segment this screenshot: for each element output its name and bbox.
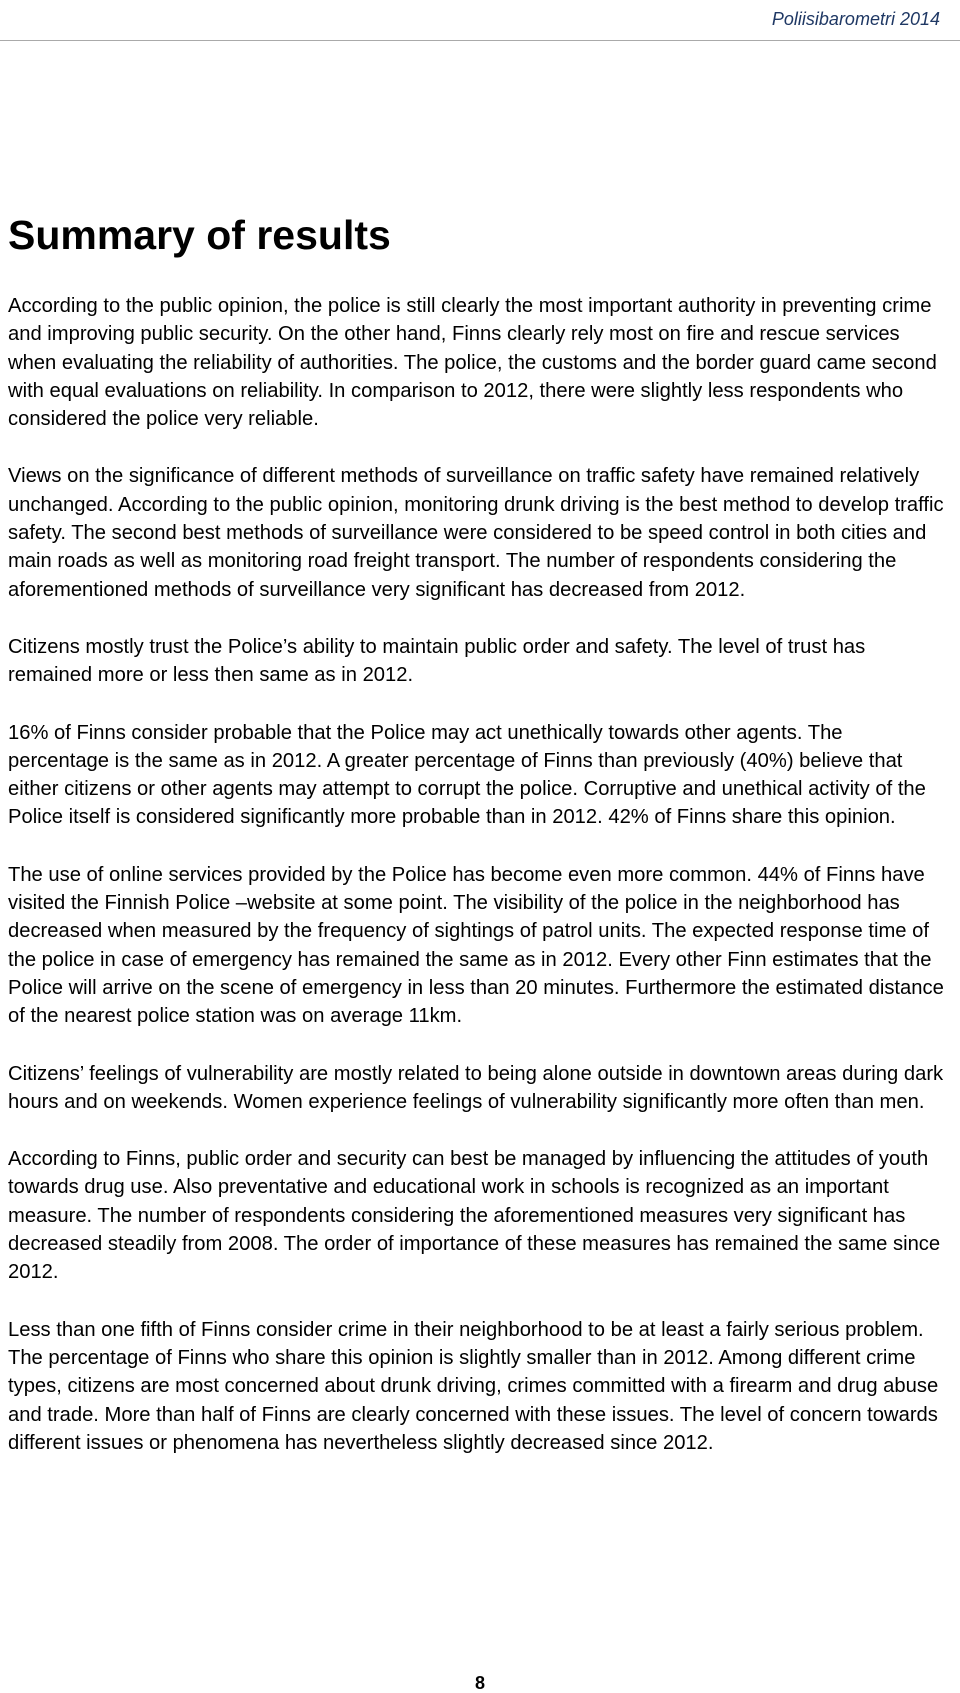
document-body: [8, 292, 946, 1486]
paragraph-public-order-trust: Citizens mostly trust the Police’s ability to maintain public order and safety. The level of trust has remained more or less then same as in 2012.: [8, 635, 866, 687]
header-divider: [0, 40, 960, 41]
paragraph-traffic-surveillance: Views on the significance of different methods of surveillance on traffic safety have remained relatively unchanged. According to the public opinion, monitoring drunk driving is the best method to develop traffic safety. The second best methods of surveillance were considered to be speed control in both cities and main roads as well as monitoring road freight transport. The number of respondents considering the aforementioned methods of surveillance very significant has decreased from 2012.: [8, 465, 944, 601]
paragraph-authority-reliability: According to the public opinion, the police is still clearly the most important authority in preventing crime and improving public security. On the other hand, Finns clearly rely most on fire and rescue services when evaluating the reliability of authorities. The police, the customs and the border guard came second with equal evaluations on reliability. In comparison to 2012, there were slightly less respondents who considered the police very reliable.: [8, 295, 937, 431]
running-header-title: Poliisibarometri 2014: [771, 9, 940, 29]
paragraph-prevention-measures: According to Finns, public order and security can best be managed by influencing the attitudes of youth towards drug use. Also preventative and educational work in schools is recognized as an important measure. The number of respondents considering the aforementioned measures very significant has decreased steadily from 2008. The order of importance of these measures has remained the same since 2012.: [8, 1148, 941, 1284]
paragraph-online-services-visibility: The use of online services provided by the Police has become even more common. 44% of Finns have visited the Finnish Police –website at some point. The visibility of the police in the neighborhood has decreased when measured by the frequency of sightings of patrol units. The expected response time of the police in case of emergency has remained the same as in 2012. Every other Finn estimates that the Police will arrive on the scene of emergency in less than 20 minutes. Furthermore the estimated distance of the nearest police station was on average 11km.: [8, 863, 944, 1028]
page-title: Summary of results: [8, 212, 391, 258]
page-number: 8: [474, 1673, 485, 1693]
paragraph-neighborhood-crime: Less than one fifth of Finns consider crime in their neighborhood to be at least a fairly serious problem. The percentage of Finns who share this opinion is slightly smaller than in 2012. Among different crime types, citizens are most concerned about drunk driving, crimes committed with a firearm and drug abuse and trade. More than half of Finns are clearly concerned with these issues. The level of concern towards different issues or phenomena has nevertheless slightly decreased since 2012.: [8, 1318, 939, 1454]
paragraph-vulnerability: Citizens’ feelings of vulnerability are mostly related to being alone outside in downtown areas during dark hours and on weekends. Women experience feelings of vulnerability significantly more often than men.: [8, 1062, 944, 1113]
paragraph-ethics-corruption: 16% of Finns consider probable that the Police may act unethically towards other agents. The percentage is the same as in 2012. A greater percentage of Finns than previously (40%) believe that either citizens or other agents may attempt to corrupt the police. Corruptive and unethical activity of the Police itself is considered significantly more probable than in 2012. 42% of Finns share this opinion.: [8, 721, 926, 829]
